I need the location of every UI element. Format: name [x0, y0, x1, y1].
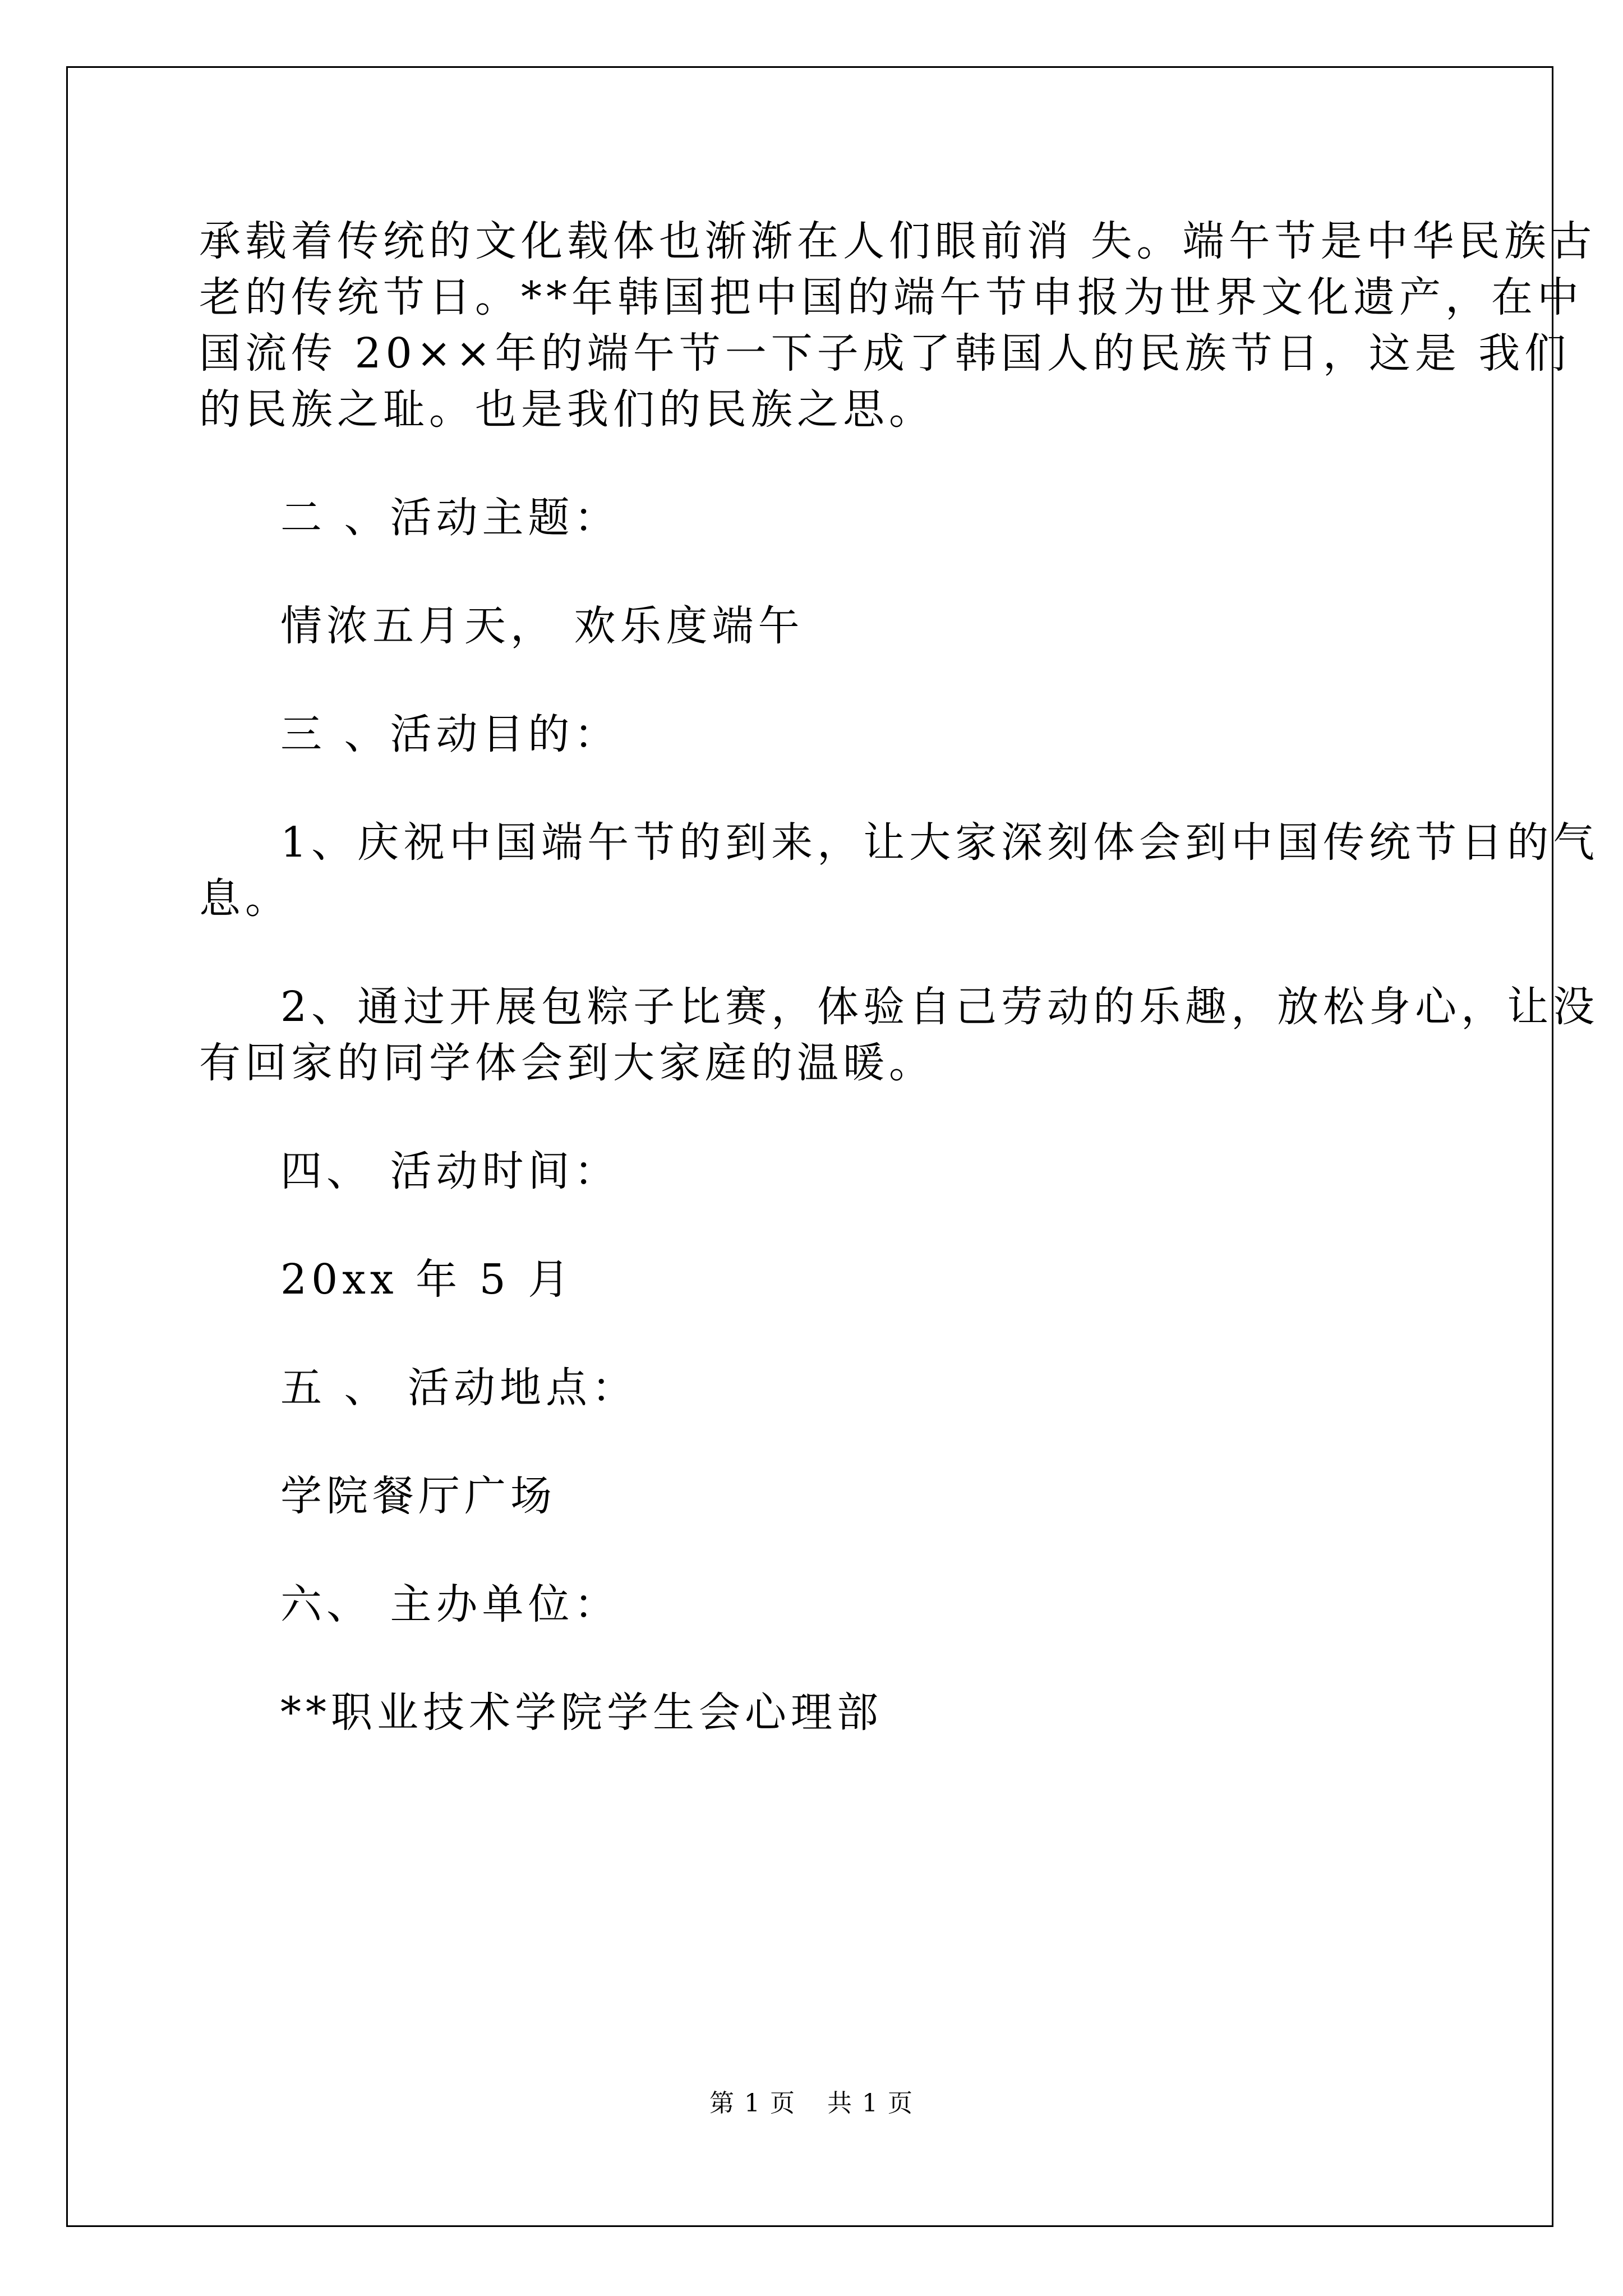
text-line: 国流传 20××年的端午节一下子成了韩国人的民族节日，这是 我们: [199, 329, 1571, 378]
section-heading-theme: 二 、活动主题：: [280, 494, 620, 542]
section-heading-purpose: 三 、活动目的：: [280, 710, 620, 758]
section-heading-location: 五 、 活动地点：: [280, 1364, 638, 1412]
section-heading-time: 四、 活动时间：: [280, 1147, 620, 1195]
organizer-text: **职业技术学院学生会心理部: [280, 1688, 883, 1737]
paragraph-intro: [199, 213, 1597, 438]
page-total: 共 1 页: [827, 2089, 914, 2118]
document-body: [199, 213, 1599, 1741]
purpose-item-2: 2、通过开展包粽子比赛，体验自己劳动的乐趣，放松身心，让没 有回家的同学体会到大家庭的温暖。: [199, 983, 1599, 1087]
theme-text: 情浓五月天， 欢乐度端午: [280, 602, 804, 650]
text-line: 的民族之耻。也是我们的民族之思。: [199, 385, 935, 434]
time-text: 20xx 年 5 月: [280, 1255, 574, 1304]
text-line: 承载着传统的文化载体也渐渐在人们眼前消 失。端午节是中华民族古: [199, 217, 1597, 265]
section-heading-organizer: 六、 主办单位：: [280, 1580, 620, 1628]
page-number: 第 1 页: [709, 2089, 796, 2118]
page-footer: [0, 2087, 1623, 2120]
location-text: 学院餐厅广场: [280, 1472, 556, 1520]
purpose-item-1: 1、庆祝中国端午节的到来，让大家深刻体会到中国传统节日的气 息。: [199, 818, 1599, 923]
text-line: 老的传统节日。**年韩国把中国的端午节申报为世界文化遗产，在中: [199, 273, 1583, 321]
